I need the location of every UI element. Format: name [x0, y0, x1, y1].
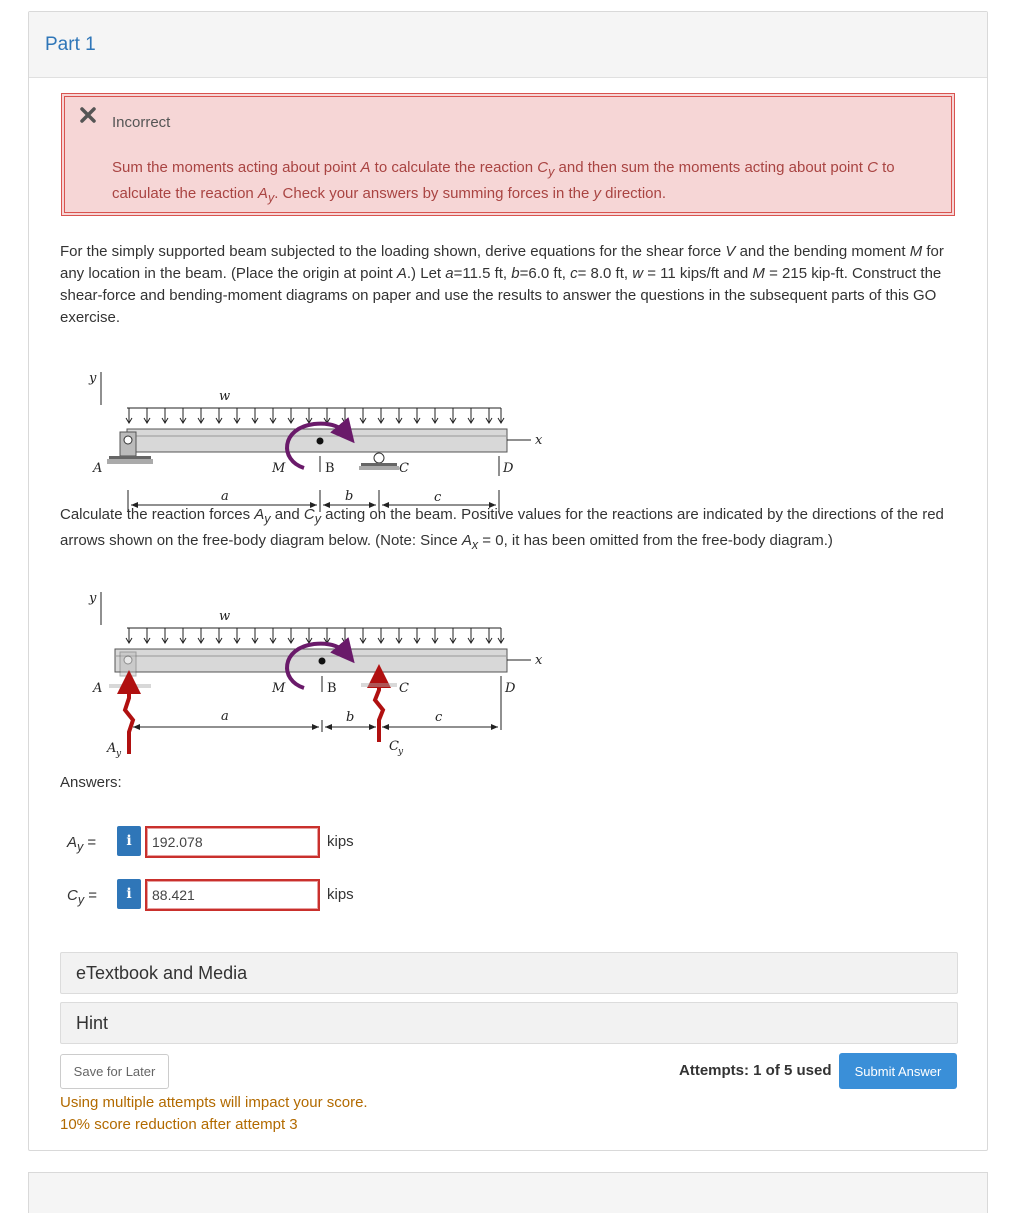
point-b-label: B — [325, 461, 335, 476]
cy-answer-input[interactable] — [145, 879, 320, 911]
beam-diagram — [49, 350, 569, 510]
question-panel — [28, 11, 988, 1151]
moment-label: M — [272, 461, 286, 476]
close-icon — [79, 106, 97, 124]
x-axis-label: x — [535, 433, 543, 448]
reaction-ay-subscript: y — [116, 749, 122, 759]
x-axis-label: x — [535, 653, 543, 668]
load-arrows — [126, 408, 504, 423]
hint-label: Hint — [76, 1013, 109, 1033]
attempts-counter: Attempts: 1 of 5 used — [679, 1062, 832, 1079]
point-c-label: C — [399, 461, 409, 476]
save-for-later-button[interactable]: Save for Later — [60, 1054, 169, 1089]
attempt-warning — [60, 1092, 368, 1136]
part-header[interactable] — [29, 12, 987, 78]
y-axis-label: y — [89, 591, 97, 606]
answer-unit: kips — [327, 886, 354, 903]
reaction-cy-label: C — [389, 739, 399, 754]
etextbook-label: eTextbook and Media — [76, 963, 248, 983]
warning-line-2: 10% score reduction after attempt 3 — [60, 1116, 298, 1133]
info-icon[interactable]: i — [117, 826, 141, 856]
problem-statement: For the simply supported beam subjected to the loading shown, derive equations for the shear force V and the bending moment M for any location in the beam. (Place the origin at point A.) Let a=11.5 ft, b=6.0 ft, c= 8.0 ft, w = 11 kips/ft and M = 215 kip-ft. Construct the shear-force and bending-moment diagrams on paper and use the results to answer the questions in the subsequent parts of this GO exercise. — [60, 243, 944, 326]
info-icon[interactable]: i — [117, 879, 141, 909]
warning-line-1: Using multiple attempts will impact your score. — [60, 1094, 368, 1111]
dim-c-label: c — [435, 710, 443, 725]
roller-support-c — [359, 453, 399, 470]
answer-unit: kips — [327, 833, 354, 850]
point-c-label: C — [399, 681, 409, 696]
feedback-status: Incorrect — [112, 114, 171, 131]
submit-answer-button[interactable]: Submit Answer — [839, 1053, 957, 1089]
feedback-message: Sum the moments acting about point A to calculate the reaction $C_y$ and then sum the moments acting about point C to calculate the reaction $A_y$. Check your answers by summing forces in the y direction. — [112, 159, 895, 205]
reaction-arrow-ay — [125, 682, 133, 754]
moment-label: M — [272, 681, 286, 696]
point-a-label: A — [93, 461, 103, 476]
feedback-box — [61, 93, 955, 216]
reaction-cy-subscript: y — [398, 747, 404, 757]
point-d-label: D — [505, 681, 516, 696]
dim-c-label: c — [434, 490, 442, 505]
dim-b-label: b — [346, 710, 355, 725]
y-axis-label: y — [89, 371, 97, 386]
part-title: Part 1 — [45, 34, 96, 55]
dim-a-label: a — [221, 489, 229, 504]
dim-a-label: a — [221, 709, 229, 724]
answer-variable: $C_y$ = — [67, 887, 98, 907]
answer-variable: $A_y$ = — [67, 834, 97, 854]
free-body-diagram — [49, 570, 569, 759]
next-part-panel — [28, 1172, 988, 1213]
w-label: w — [219, 609, 231, 624]
hint-section[interactable] — [60, 1002, 958, 1044]
etextbook-section[interactable] — [60, 952, 958, 994]
dim-b-label: b — [345, 489, 354, 504]
point-b-label: B — [327, 681, 337, 696]
calc-instructions: Calculate the reaction forces $A_y$ and $C_y$ acting on the beam. Positive values for the reactions are indicated by the directions of the red arrows shown on the free-body diagram below. (Note: Since $A_x = 0$, it has been omitted from the free-body diagram.) — [60, 506, 944, 552]
beam — [115, 649, 507, 672]
reaction-ay-label: A — [107, 741, 117, 756]
w-label: w — [219, 389, 231, 404]
point-d-label: D — [503, 461, 514, 476]
point-a-label: A — [93, 681, 103, 696]
load-arrows — [126, 628, 504, 643]
answers-label: Answers: — [60, 774, 122, 791]
ay-answer-input[interactable] — [145, 826, 320, 858]
